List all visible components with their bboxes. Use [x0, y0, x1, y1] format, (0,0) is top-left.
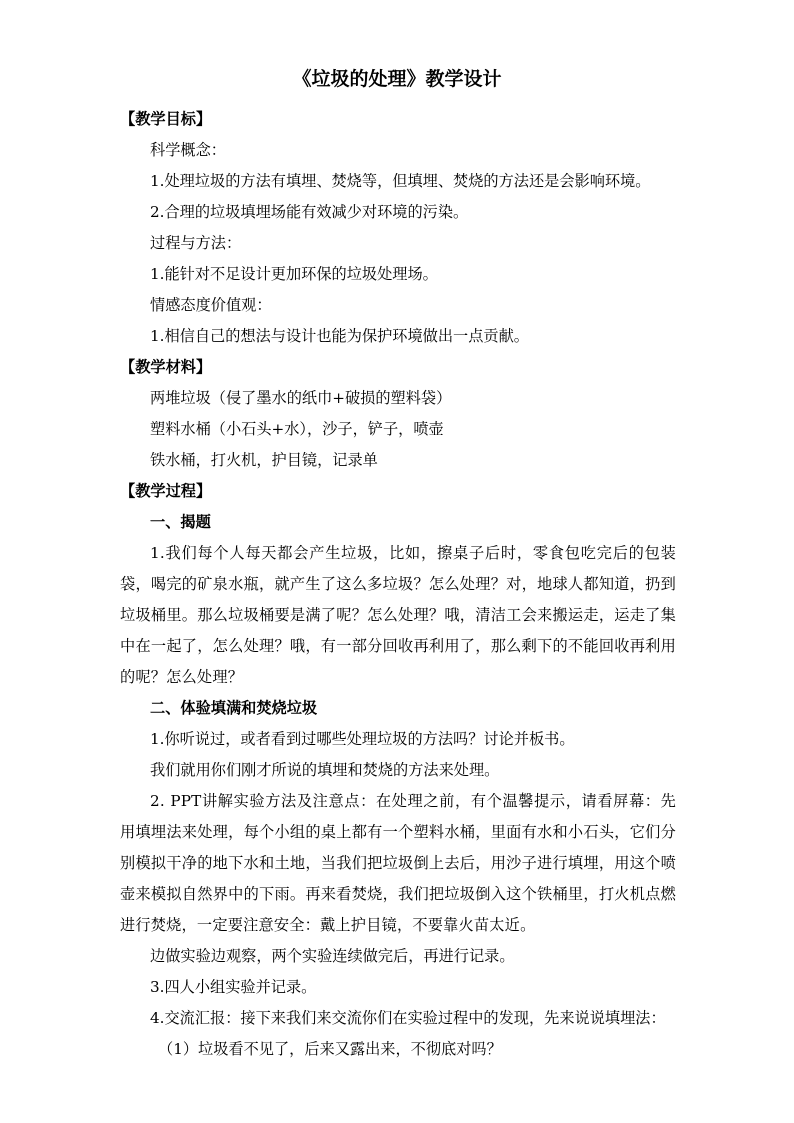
- process-heading: 【教学过程】: [120, 482, 212, 500]
- material-item-1: 两堆垃圾（侵了墨水的纸巾+破损的塑料袋）: [150, 389, 452, 407]
- material-item-3: 铁水桶，打火机，护目镜，记录单: [150, 451, 378, 469]
- concept-item-2: 2.合理的垃圾填埋场能有效减少对环境的污染。: [150, 203, 469, 221]
- section-2-paragraph-1: 1.你听说过，或者看到过哪些处理垃圾的方法吗？讨论并板书。: [150, 730, 575, 748]
- concept-label: 科学概念：: [150, 141, 226, 159]
- material-item-2: 塑料水桶（小石头+水），沙子，铲子，喷壶: [150, 420, 444, 438]
- concept-item-1: 1.处理垃圾的方法有填埋、焚烧等，但填埋、焚烧的方法还是会影响环境。: [150, 172, 651, 190]
- document-title: 《垃圾的处理》教学设计: [292, 68, 502, 90]
- section-2-paragraph-7: （1）垃圾看不见了，后来又露出来，不彻底对吗？: [158, 1040, 502, 1058]
- document-body: [120, 104, 676, 1065]
- section-2-paragraph-5: 3.四人小组实验并记录。: [150, 978, 317, 996]
- section-2-paragraph-6: 4.交流汇报：接下来我们来交流你们在实验过程中的发现，先来说说填埋法：: [150, 1009, 666, 1027]
- process-label: 过程与方法：: [150, 234, 242, 252]
- materials-heading: 【教学材料】: [120, 358, 212, 376]
- goals-heading: 【教学目标】: [120, 110, 212, 128]
- section-2-paragraph-2: 我们就用你们刚才所说的填埋和焚烧的方法来处理。: [150, 761, 500, 779]
- section-2-title: 二、体验填满和焚烧垃圾: [150, 699, 318, 717]
- emotion-label: 情感态度价值观：: [150, 296, 272, 314]
- section-1-paragraph-1: 1.我们每个人每天都会产生垃圾，比如，擦桌子后时，零食包吃完后的包装袋，喝完的矿泉水瓶，就产生了这么多垃圾？怎么处理？对，地球人都知道，扔到垃圾桶里。那么垃圾桶要是满了呢？怎么处理？哦，清洁工会来搬运走，运走了集中在一起了，怎么处理？哦，有一部分回收再利用了，那么剩下的不能回收再利用的呢？怎么处理？: [120, 544, 676, 686]
- process-item-1: 1.能针对不足设计更加环保的垃圾处理场。: [150, 265, 438, 283]
- section-1-title: 一、揭题: [150, 513, 211, 531]
- section-2-paragraph-3: 2. PPT讲解实验方法及注意点：在处理之前，有个温馨提示，请看屏幕：先用填埋法来处理，每个小组的桌上都有一个塑料水桶，里面有水和小石头，它们分别模拟干净的地下水和土地，当我们把垃圾倒上去后，用沙子进行填埋，用这个喷壶来模拟自然界中的下雨。再来看焚烧，我们把垃圾倒入这个铁桶里，打火机点燃进行焚烧，一定要注意安全：戴上护目镜，不要靠火苗太近。: [120, 792, 676, 934]
- emotion-item-1: 1.相信自己的想法与设计也能为保护环境做出一点贡献。: [150, 327, 529, 345]
- section-2-paragraph-4: 边做实验边观察，两个实验连续做完后，再进行记录。: [150, 947, 515, 965]
